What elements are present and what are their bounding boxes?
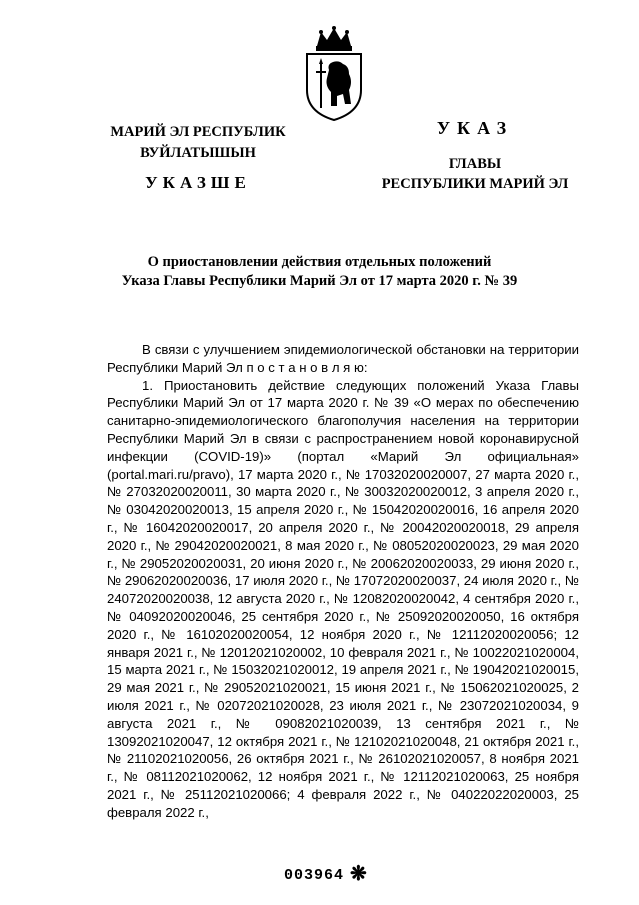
document-body xyxy=(107,341,579,822)
header-head-title: ГЛАВЫ xyxy=(448,156,502,172)
document-title-line2: Указа Главы Республики Марий Эл от 17 марта 2020 г. № 39 xyxy=(121,273,518,289)
document-title-line1: О приостановлении действия отдельных положений xyxy=(147,254,492,270)
header-decree: УКАЗ xyxy=(436,118,514,138)
document-serial-number: 003964 xyxy=(284,867,345,884)
header-decree-mari: УКАЗШЕ xyxy=(145,173,251,192)
coat-of-arms-icon xyxy=(299,26,369,122)
header-republic-name-mari: МАРИЙ ЭЛ РЕСПУБЛИК xyxy=(110,124,286,140)
header-head-title-mari: ВУЙЛАТЫШЫН xyxy=(140,145,256,161)
snowflake-mark-icon: ❋ xyxy=(350,863,367,885)
body-paragraph-1: В связи с улучшением эпидемиологической обстановки на территории Республики Марий Эл п о с т а н о в л я ю: xyxy=(107,342,579,375)
body-paragraph-2: 1. Приостановить действие следующих положений Указа Главы Республики Марий Эл от 17 марта 2020 г. № 39 «О мерах по обеспечению санитарно-эпидемиологического благополучия населения на территории Республики Марий Эл в связи с распространением новой коронавирусной инфекции (COVID-19)» (портал «Марий Эл официальная» (portal.mari.ru/pravo), 17 марта 2020 г., № 17032020020007, 27 марта 2020 г., № 27032020020011, 30 марта 2020 г., № 30032020020012, 3 апреля 2020 г., № 03042020020013, 15 апреля 2020 г., № 15042020020016, 16 апреля 2020 г., № 16042020020017, 20 апреля 2020 г., № 20042020020018, 29 апреля 2020 г., № 29042020020021, 8 мая 2020 г., № 08052020020023, 29 мая 2020 г., № 29052020020031, 20 июня 2020 г., № 20062020020033, 29 июня 2020 г., № 29062020020036, 17 июля 2020 г., № 17072020020037, 24 июля 2020 г., № 24072020020038, 12 августа 2020 г., № 12082020020042, 4 сентября 2020 г., № 04092020020046, 25 сентября 2020 г., № 25092020020050, 16 октября 2020 г., № 16102020020054, 12 ноября 2020 г., № 12112020020056; 12 января 2021 г., № 12012021020002, 10 февраля 2021 г., № 10022021020004, 15 марта 2021 г., № 15032021020012, 19 апреля 2021 г., № 19042021020015, 29 мая 2021 г., № 29052021020021, 15 июня 2021 г., № 15062021020025, 2 июля 2021 г., № 02072021020028, 23 июля 2021 г., № 23072021020034, 9 августа 2021 г., № 09082021020039, 13 сентября 2021 г., № 13092021020047, 12 октября 2021 г., № 12102021020048, 21 октября 2021 г., № 21102021020056, 26 октября 2021 г., № 26102021020057, 8 ноября 2021 г., № 08112021020062, 12 ноября 2021 г., № 12112021020063, 25 ноября 2021 г., № 25112021020066; 4 февраля 2022 г., № 04022022020003, 25 февраля 2022 г., xyxy=(107,377,579,820)
header-republic-name: РЕСПУБЛИКИ МАРИЙ ЭЛ xyxy=(381,176,569,192)
